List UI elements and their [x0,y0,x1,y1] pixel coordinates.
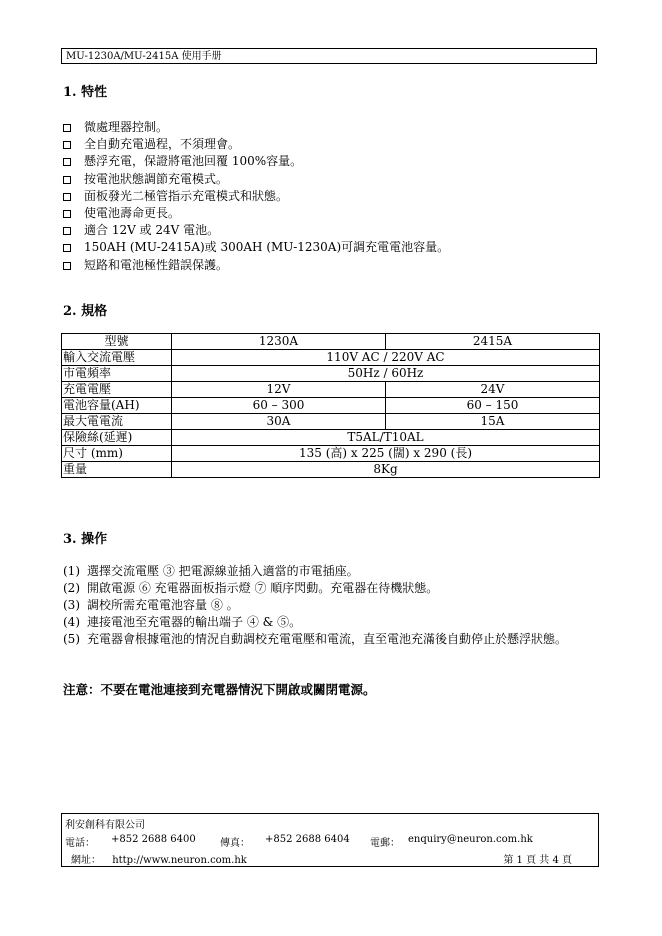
table-row [62,430,600,446]
table-row [62,334,600,350]
email-label: 電郵： [370,838,400,849]
table-cell: 60 – 300 [172,398,386,414]
section-3-title: 3. 操作 [63,532,108,547]
list-item: 150AH (MU-2415A)或 300AH (MU-1230A)可調充電電池容量。 [63,239,449,256]
tel-label: 電話： [65,838,95,849]
row-label: 尺寸 (mm) [62,446,172,462]
row-label: 市電頻率 [62,366,172,382]
table-row [62,446,600,462]
table-header-cell: 2415A [386,334,600,350]
row-label: 輸入交流電壓 [62,350,172,366]
list-item: (2) 開啟電源 ⑥ 充電器面板指示燈 ⑦ 順序閃動。充電器在待機狀態。 [63,581,439,595]
spec-table [61,333,600,478]
page-footer [61,813,599,867]
web-line [71,851,247,866]
table-row [62,398,600,414]
section-2-title: 2. 規格 [63,304,108,319]
email-value: enquiry@neuron.com.hk [408,834,533,845]
square-bullet-icon [63,176,71,184]
list-item: (5) 充電器會根據電池的情況自動調校充電電壓和電流，直至電池充滿後自動停止於懸浮狀態。 [63,632,568,646]
page-number: 第 1 頁 共 4 頁 [503,855,572,866]
row-label: 電池容量(AH) [62,398,172,414]
square-bullet-icon [63,244,71,252]
list-item: 按電池狀態調節充電模式。 [63,171,449,188]
row-label: 重量 [62,462,172,478]
square-bullet-icon [63,193,71,201]
fax-value: +852 2688 6404 [265,834,350,845]
table-row [62,414,600,430]
table-cell: 12V [172,382,386,398]
list-item: 短路和電池極性錯誤保護。 [63,257,449,274]
row-label: 保險絲(延遲) [62,430,172,446]
square-bullet-icon [63,210,71,218]
table-row [62,462,600,478]
table-cell: 50Hz / 60Hz [172,366,600,382]
table-cell: 24V [386,382,600,398]
table-cell: 135 (高) x 225 (闊) x 290 (長) [172,446,600,462]
table-header-cell: 型號 [62,334,172,350]
table-cell: 60 – 150 [386,398,600,414]
feature-list [63,119,449,274]
square-bullet-icon [63,141,71,149]
header-title: MU-1230A/MU-2415A 使用手册 [66,51,222,62]
table-row [62,382,600,398]
list-item: (4) 連接電池至充電器的輸出端子 ④ & ⑤。 [63,615,302,629]
web-label: 網址： [71,855,101,866]
fax-label: 傳真： [220,838,250,849]
company-name: 利安創科有限公司 [65,820,145,831]
list-item: 全自動充電過程，不須理會。 [63,136,449,153]
square-bullet-icon [63,124,71,132]
operation-steps [63,563,603,648]
table-cell: 30A [172,414,386,430]
table-row [62,366,600,382]
list-item: 面板發光二極管指示充電模式和狀態。 [63,188,449,205]
square-bullet-icon [63,262,71,270]
table-cell: T5AL/T10AL [172,430,600,446]
list-item: 懸浮充電，保證將電池回覆 100%容量。 [63,153,449,170]
table-row [62,350,600,366]
section-1-title: 1. 特性 [63,85,108,100]
square-bullet-icon [63,158,71,166]
row-label: 最大電電流 [62,414,172,430]
web-link[interactable]: http://www.neuron.com.hk [112,855,247,866]
list-item: (3) 調校所需充電電池容量 ⑧ 。 [63,598,239,612]
row-label: 充電電壓 [62,382,172,398]
tel-value: +852 2688 6400 [111,834,196,845]
warning-note: 注意：不要在電池連接到充電器情況下開啟或關閉電源。 [63,682,376,697]
table-header-cell: 1230A [172,334,386,350]
list-item: 微處理器控制。 [63,119,449,136]
square-bullet-icon [63,227,71,235]
table-cell: 110V AC / 220V AC [172,350,600,366]
table-cell: 15A [386,414,600,430]
table-cell: 8Kg [172,462,600,478]
list-item: (1) 選擇交流電壓 ③ 把電源線並插入適當的市電插座。 [63,564,359,578]
list-item: 適合 12V 或 24V 電池。 [63,222,449,239]
list-item: 使電池壽命更長。 [63,205,449,222]
page-header [61,48,597,64]
